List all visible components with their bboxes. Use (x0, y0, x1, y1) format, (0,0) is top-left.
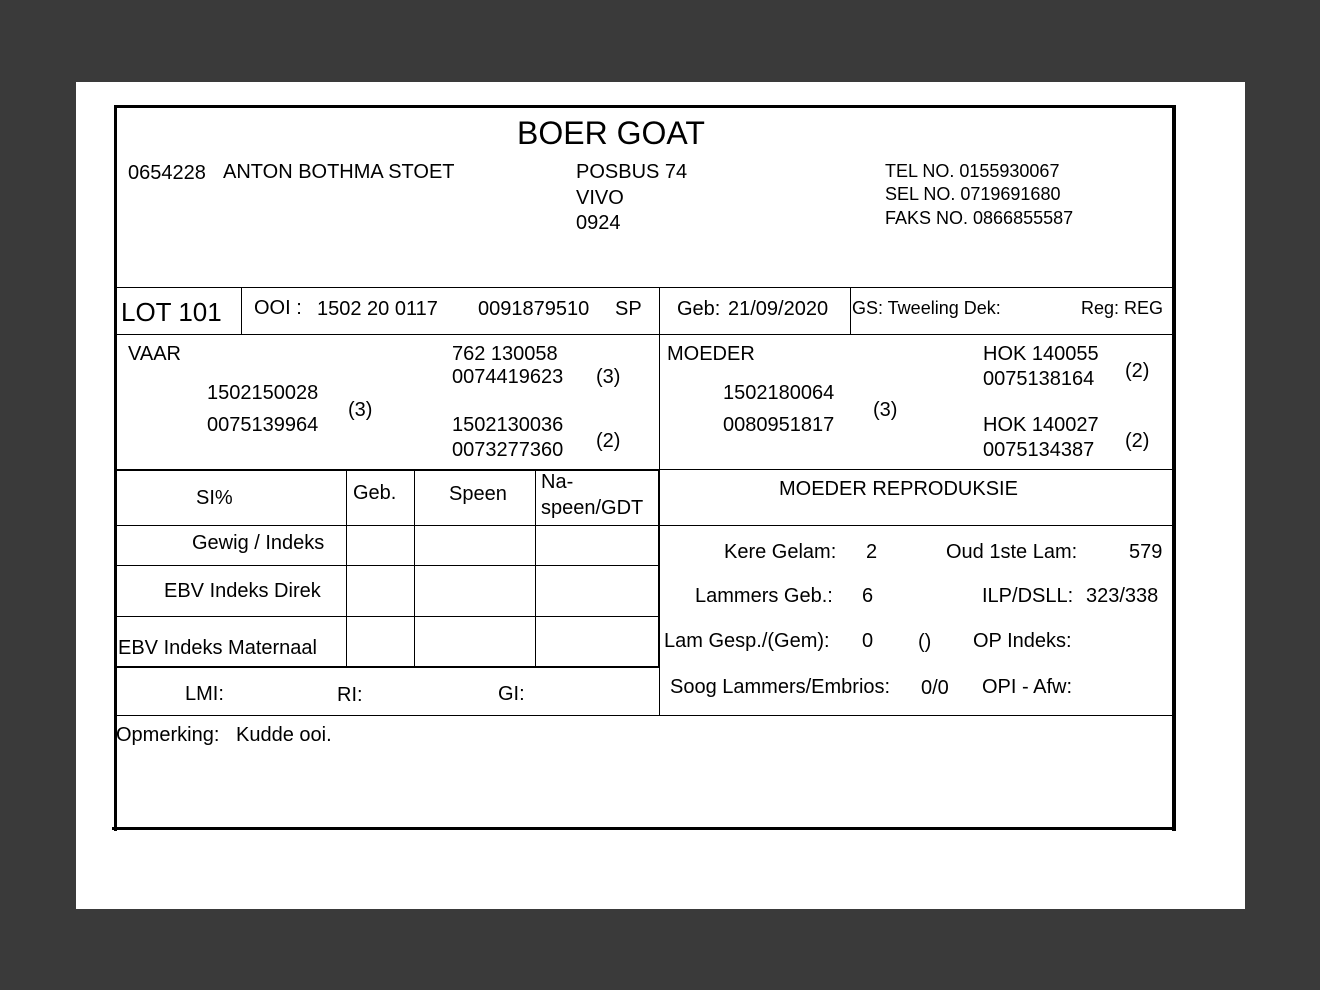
soog-lammers-value: 0/0 (921, 677, 949, 699)
lam-gesp-value: 0 (862, 630, 874, 652)
divider-si-header (116, 525, 1174, 526)
moeder-sire-count: (2) (1125, 360, 1150, 382)
oud-1ste-lam-label: Oud 1ste Lam: (946, 541, 1078, 563)
soog-lammers-label: Soog Lammers/Embrios: (670, 676, 891, 698)
frame-left (114, 105, 117, 831)
divider-si-col3 (535, 470, 536, 667)
kere-gelam-value: 2 (866, 541, 878, 563)
reproduksie-title: MOEDER REPRODUKSIE (779, 478, 1018, 500)
opi-afw-label: OPI - Afw: (982, 676, 1073, 698)
vaar-sire-id2: 0074419623 (452, 366, 564, 388)
divider-si-col2 (414, 470, 415, 667)
vaar-dam-count: (2) (596, 430, 621, 452)
vaar-id2: 0075139964 (207, 414, 319, 436)
paper-sheet (76, 82, 1245, 909)
vaar-dam-id1: 1502130036 (452, 414, 564, 436)
divider-header (116, 287, 1174, 288)
frame-bottom (112, 827, 1174, 830)
moeder-id1: 1502180064 (723, 382, 835, 404)
divider-pedigree-right (660, 469, 1174, 470)
vaar-label: VAAR (128, 343, 181, 365)
vaar-count: (3) (348, 399, 373, 421)
opmerking-value: Kudde ooi. (236, 724, 332, 746)
divider-lot (116, 334, 1174, 335)
kere-gelam-label: Kere Gelam: (724, 541, 837, 563)
divider-center-thick (658, 469, 660, 668)
reg-info: Reg: REG (1081, 298, 1164, 318)
opmerking-label: Opmerking: (116, 724, 220, 746)
moeder-dam-id1: HOK 140027 (983, 414, 1099, 436)
gs-info: GS: Tweeling Dek: (852, 298, 1001, 318)
op-indeks-label: OP Indeks: (973, 630, 1072, 652)
lam-gesp-label: Lam Gesp./(Gem): (664, 630, 830, 652)
frame-top (114, 105, 1176, 108)
divider-pedigree-left (116, 469, 660, 471)
sel-number: SEL NO. 0719691680 (885, 184, 1061, 204)
card-title: BOER GOAT (517, 115, 705, 151)
lam-gesp-gem: () (918, 631, 932, 653)
vaar-dam-id2: 0073277360 (452, 439, 564, 461)
moeder-sire-id2: 0075138164 (983, 368, 1095, 390)
ooi-number: 1502 20 0117 (317, 298, 438, 320)
lot-label: LOT 101 (121, 297, 222, 327)
divider-gs (850, 287, 851, 334)
breeder-number: 0654228 (128, 162, 206, 184)
address-line1: POSBUS 74 (576, 161, 688, 183)
divider-si-row3 (116, 666, 660, 668)
ebv-indeks-direk-label: EBV Indeks Direk (164, 580, 321, 602)
ri-label: RI: (337, 684, 363, 706)
ooi-id-number: 0091879510 (478, 298, 590, 320)
moeder-dam-count: (2) (1125, 430, 1150, 452)
gewig-indeks-label: Gewig / Indeks (192, 532, 325, 554)
frame-right (1172, 105, 1176, 831)
divider-lot-box (241, 287, 242, 334)
lammers-geb-value: 6 (862, 585, 874, 607)
geb-label: Geb: (677, 298, 721, 320)
divider-si-row2 (116, 616, 660, 617)
ebv-indeks-maternaal-label: EBV Indeks Maternaal (118, 637, 317, 659)
divider-si-col1 (346, 470, 347, 667)
faks-number: FAKS NO. 0866855587 (885, 208, 1074, 228)
speen-header: Speen (449, 483, 507, 505)
vaar-id1: 1502150028 (207, 382, 319, 404)
moeder-count: (3) (873, 399, 898, 421)
lammers-geb-label: Lammers Geb.: (695, 585, 833, 607)
moeder-id2: 0080951817 (723, 414, 835, 436)
address-line2: VIVO (576, 187, 624, 209)
divider-si-row1 (116, 565, 660, 566)
naspeen-header-line2: speen/GDT (541, 497, 644, 519)
address-line3: 0924 (576, 212, 621, 234)
oud-1ste-lam-value: 579 (1129, 541, 1163, 563)
breeder-name: ANTON BOTHMA STOET (223, 161, 455, 183)
moeder-dam-id2: 0075134387 (983, 439, 1095, 461)
ilp-dsll-value: 323/338 (1086, 585, 1159, 607)
vaar-sire-count: (3) (596, 366, 621, 388)
lmi-label: LMI: (185, 683, 224, 705)
tel-number: TEL NO. 0155930067 (885, 161, 1060, 181)
si-header: SI% (196, 487, 233, 509)
naspeen-header-line1: Na- (541, 471, 574, 493)
ilp-dsll-label: ILP/DSLL: (982, 585, 1074, 607)
gi-label: GI: (498, 683, 525, 705)
ooi-label: OOI : (254, 297, 302, 319)
ooi-suffix: SP (615, 298, 642, 320)
geb-date: 21/09/2020 (728, 298, 829, 320)
moeder-label: MOEDER (667, 343, 755, 365)
divider-indices (116, 715, 1174, 716)
vaar-sire-id1: 762 130058 (452, 343, 558, 365)
moeder-sire-id1: HOK 140055 (983, 343, 1099, 365)
geb-header: Geb. (353, 482, 397, 504)
